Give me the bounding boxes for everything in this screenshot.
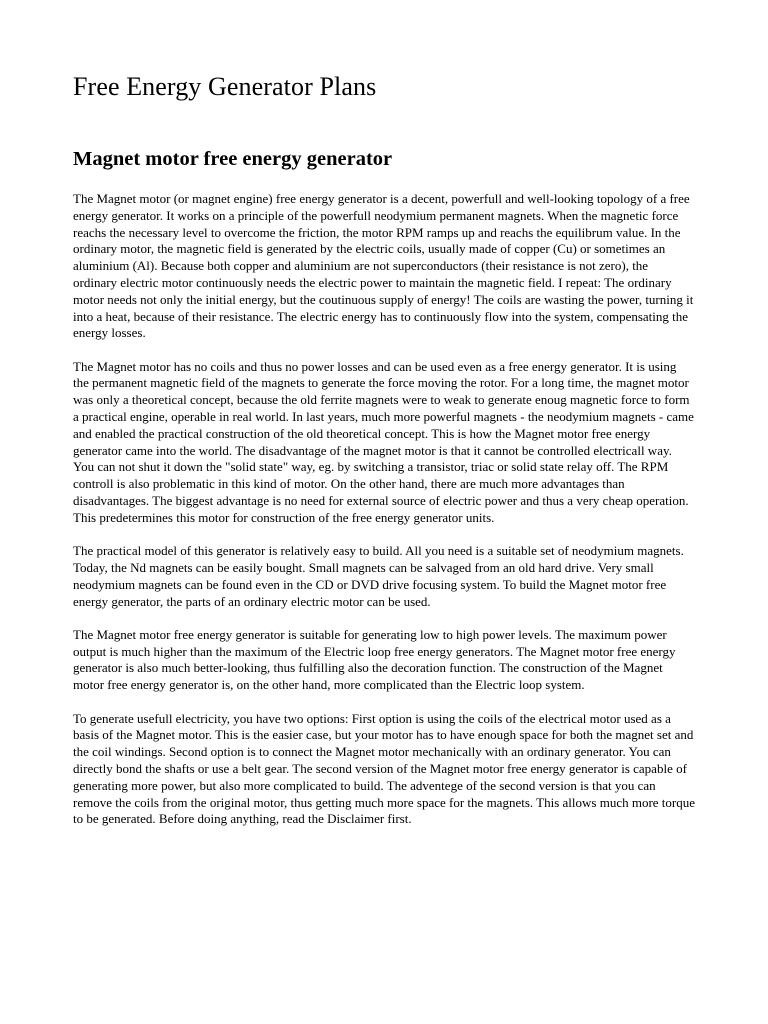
document-body	[73, 70, 695, 828]
paragraph-power-levels: The Magnet motor free energy generator is suitable for generating low to high power levels. The maximum power output is much higher than the maximum of the Electric loop free energy generators. The Magnet motor free energy generator is also much better-looking, thus fulfilling also the decoration function. The construction of the Magnet motor free energy generator is, on the other hand, more complicated than the Electric loop system.	[73, 626, 676, 693]
paragraph-intro: The Magnet motor (or magnet engine) free energy generator is a decent, powerfull and well-looking topology of a free energy generator. It works on a principle of the powerfull neodymium permanent magnets. When the magnetic force reachs the necessary level to overcome the friction, the motor RPM ramps up and reachs the equilibrum value. In the ordinary motor, the magnetic field is generated by the electric coils, usually made of copper (Cu) or sometimes an aluminium (Al). Because both copper and aluminium are not superconductors (their resistance is not zero), the ordinary electric motor continuously needs the electric power to maintain the magnetic field. I repeat: The ordinary motor needs not only the initial energy, but the coutinuous supply of energy! The coils are wasting the power, turning it into a heat, because of their resistance. The electric energy has to continuously flow into the system, compensating the energy losses.	[73, 191, 694, 341]
paragraph-practical-model: The practical model of this generator is relatively easy to build. All you need is a suitable set of neodymium magnets. Today, the Nd magnets can be easily bought. Small magnets can be salvaged from an old hard drive. Very small neodymium magnets can be found even in the CD or DVD drive focusing system. To build the Magnet motor free energy generator, the parts of an ordinary electric motor can be used.	[73, 543, 684, 609]
paragraph-electricity-options: To generate usefull electricity, you have two options: First option is using the coils of the electrical motor used as a basis of the Magnet motor. This is the easier case, but your motor has to have enough space for both the magnet set and the coil windings. Second option is to connect the Magnet motor mechanically with an ordinary generator. You can directly bond the shafts or use a belt gear. The second version of the Magnet motor free energy generator is capable of generating more power, but also more complicated to build. The adventege of the second version is that you can remove the coils from the original motor, thus getting much more space for the magnets. This allows much more torque to be generated. Before doing anything, read the Disclaimer first.	[73, 710, 696, 827]
paragraph-no-coils: The Magnet motor has no coils and thus no power losses and can be used even as a free energy generator. It is using the permanent magnetic field of the magnets to generate the force moving the rotor. For a long time, the magnet motor was only a theoretical concept, because the old ferrite magnets were to weak to generate enoug magnetic force to form a practical engine, operable in real world. In last years, much more powerful magnets - the neodymium magnets - came and enabled the practical construction of the old theoretical concept. This is how the Magnet motor free energy generator came into the world. The disadvantage of the magnet motor is that it cannot be controlled electricall way. You can not shut it down the "solid state" way, eg. by switching a transistor, triac or solid state relay off. The RPM controll is also problematic in this kind of motor. On the other hand, there are much more advantages than disadvantages. The biggest advantage is no need for external source of electric power and thus a very cheap operation. This predetermines this motor for construction of the free energy generator units.	[73, 358, 694, 525]
page-title: Free Energy Generator Plans	[73, 72, 377, 101]
section-heading: Magnet motor free energy generator	[73, 148, 393, 170]
